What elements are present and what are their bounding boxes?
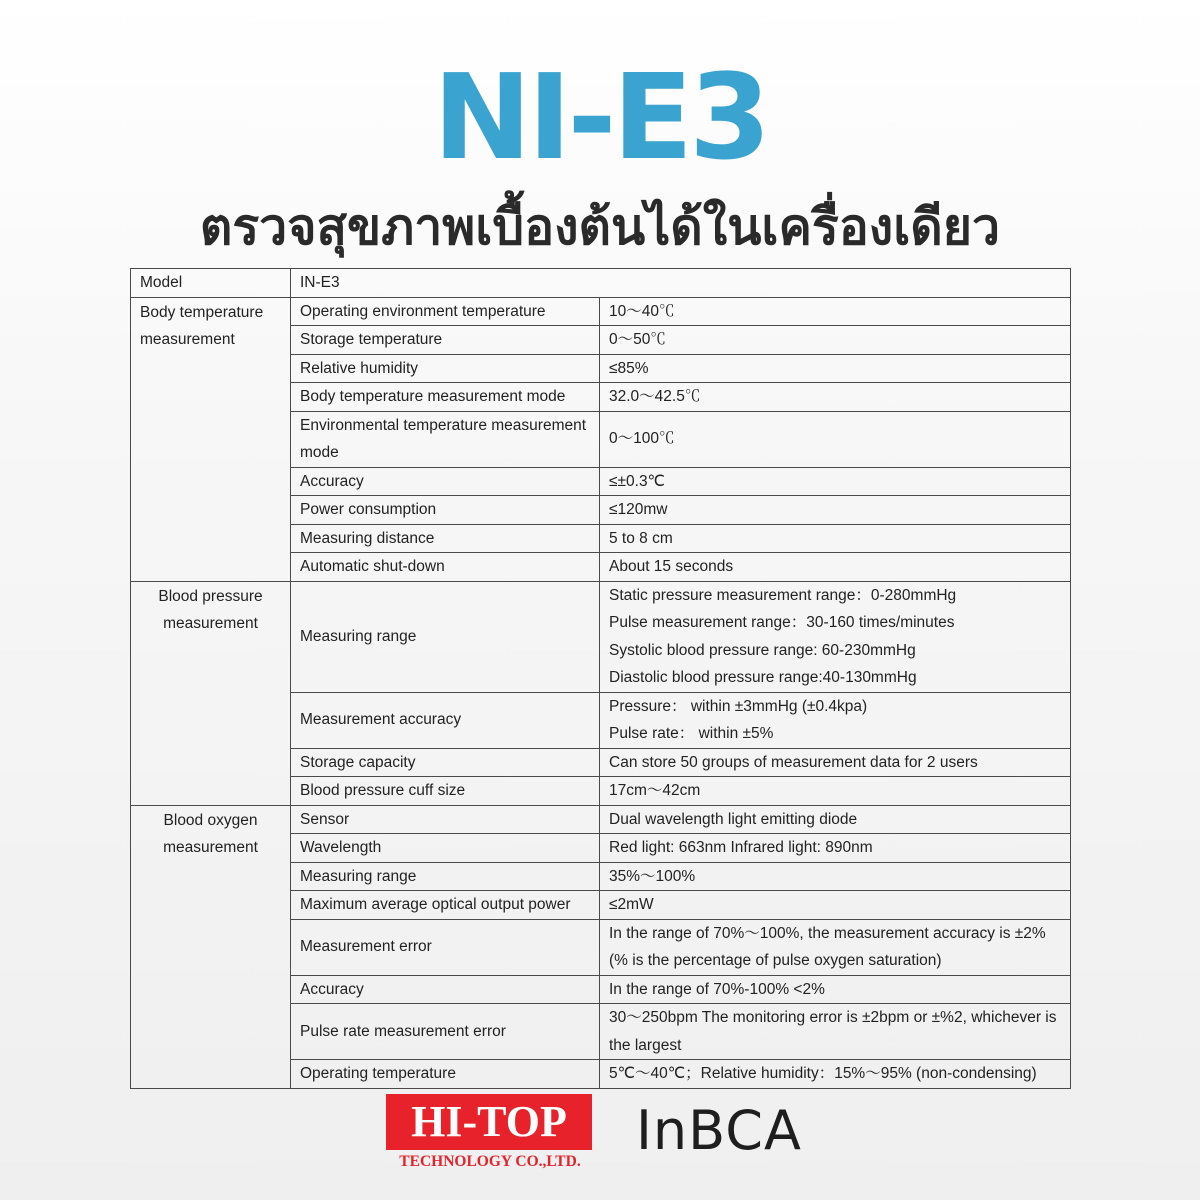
value-cell — [600, 354, 1071, 383]
value-line: ≤85% — [609, 359, 649, 377]
value-cell — [600, 1060, 1071, 1089]
param-cell — [291, 326, 600, 355]
param-cell — [291, 553, 600, 582]
value-cell — [600, 524, 1071, 553]
param-line: Body temperature measurement mode — [300, 388, 566, 405]
param-line: Power consumption — [300, 501, 437, 518]
param-line: Operating temperature — [300, 1065, 456, 1082]
value-line: 17cm～42cm — [609, 782, 701, 799]
value-line: ≤±0.3℃ — [609, 472, 665, 490]
value-line: Red light: 663nm Infrared light: 890nm — [609, 839, 873, 856]
param-cell — [291, 411, 600, 467]
value-line: About 15 seconds — [609, 558, 734, 575]
table-row-model — [131, 269, 1071, 298]
param-line: Blood pressure cuff size — [300, 782, 466, 799]
value-cell — [600, 692, 1071, 748]
param-line: Wavelength — [300, 839, 382, 856]
param-cell — [291, 891, 600, 920]
hitop-logo-subtext: TECHNOLOGY CO.,LTD. — [399, 1153, 581, 1170]
category-line: Body temperature — [140, 303, 264, 321]
hitop-logo-mark: HI-TOP — [386, 1094, 592, 1150]
value-line: (% is the percentage of pulse oxygen saturation) — [609, 952, 942, 969]
param-cell — [291, 383, 600, 412]
value-line: In the range of 70%-100% <2% — [609, 980, 825, 998]
value-cell — [600, 834, 1071, 863]
param-cell — [291, 467, 600, 496]
value-cell — [600, 1004, 1071, 1060]
param-cell — [291, 354, 600, 383]
param-line: Sensor — [300, 810, 350, 828]
param-line: Accuracy — [300, 980, 364, 998]
value-cell — [600, 748, 1071, 777]
param-line: Storage capacity — [300, 753, 416, 771]
value-line: Dual wavelength light emitting diode — [609, 810, 858, 828]
param-line: Accuracy — [300, 472, 364, 490]
value-line: Can store 50 groups of measurement data for 2 users — [609, 753, 978, 771]
category-line: Blood pressure — [158, 587, 263, 605]
param-line: Storage temperature — [300, 331, 443, 348]
value-line: 35%～100% — [609, 867, 696, 885]
value-line: 0～50℃ — [609, 331, 666, 348]
param-line: Measuring range — [300, 867, 417, 885]
model-label: Model — [131, 269, 291, 298]
value-line: the largest — [609, 1036, 682, 1054]
param-cell — [291, 919, 600, 975]
logo-footer — [0, 1094, 1200, 1174]
value-line: 5 to 8 cm — [609, 529, 673, 547]
model-value: IN-E3 — [291, 269, 1071, 298]
value-line: Pulse rate： within ±5% — [609, 725, 774, 742]
param-line: Measuring distance — [300, 529, 435, 547]
category-blood-pressure — [131, 581, 291, 805]
param-cell — [291, 1004, 600, 1060]
page-subtitle: ตรวจสุขภาพเบื้องต้นได้ในเครื่องเดียว — [199, 198, 1001, 256]
param-cell — [291, 834, 600, 863]
value-cell — [600, 777, 1071, 806]
table-row — [131, 297, 1071, 326]
param-line: Measurement accuracy — [300, 711, 462, 729]
value-line: 0～100℃ — [609, 430, 675, 448]
param-line: Measuring range — [300, 627, 417, 645]
value-line: ≤120mw — [609, 501, 668, 518]
spec-table — [130, 268, 1071, 1089]
category-body-temperature — [131, 297, 291, 581]
hitop-logo — [386, 1094, 594, 1172]
param-cell — [291, 581, 600, 692]
category-line: Blood oxygen — [163, 811, 258, 829]
param-line: Pulse rate measurement error — [300, 1022, 506, 1040]
value-line: Static pressure measurement range：0-280mmHg — [609, 586, 957, 604]
value-line: 10～40℃ — [609, 302, 675, 320]
param-cell — [291, 1060, 600, 1089]
param-cell — [291, 692, 600, 748]
param-cell — [291, 862, 600, 891]
value-cell — [600, 326, 1071, 355]
value-line: In the range of 70%～100%, the measurement accuracy is ±2% — [609, 924, 1046, 942]
value-cell — [600, 891, 1071, 920]
value-cell — [600, 919, 1071, 975]
param-line: Environmental temperature measurement — [300, 416, 587, 434]
param-line: Relative humidity — [300, 359, 419, 377]
value-line: 32.0～42.5℃ — [609, 388, 701, 405]
param-line: Maximum average optical output power — [300, 896, 571, 913]
table-row — [131, 581, 1071, 692]
param-line: Measurement error — [300, 938, 432, 956]
product-title: NI-E3 — [432, 48, 768, 186]
param-cell — [291, 496, 600, 525]
param-line: Operating environment temperature — [300, 302, 546, 320]
param-cell — [291, 297, 600, 326]
inbca-logo: InBCA — [636, 1099, 802, 1162]
value-cell — [600, 467, 1071, 496]
value-cell — [600, 411, 1071, 467]
value-cell — [600, 862, 1071, 891]
category-blood-oxygen — [131, 805, 291, 1088]
param-cell — [291, 777, 600, 806]
category-line: measurement — [140, 331, 235, 348]
value-line: 5℃～40℃；Relative humidity：15%～95% (non-condensing) — [609, 1065, 1037, 1082]
value-line: Pulse measurement range：30-160 times/minutes — [609, 614, 955, 631]
value-cell — [600, 975, 1071, 1004]
value-cell — [600, 383, 1071, 412]
param-cell — [291, 748, 600, 777]
category-line: measurement — [163, 615, 258, 632]
param-line: Automatic shut-down — [300, 558, 445, 575]
value-cell — [600, 496, 1071, 525]
value-line: Pressure： within ±3mmHg (±0.4kpa) — [609, 697, 868, 715]
value-line: Systolic blood pressure range: 60-230mmHg — [609, 641, 916, 659]
table-row — [131, 805, 1071, 834]
value-line: Diastolic blood pressure range:40-130mmHg — [609, 669, 917, 686]
param-cell — [291, 524, 600, 553]
value-cell — [600, 553, 1071, 582]
value-cell — [600, 297, 1071, 326]
value-line: ≤2mW — [609, 896, 654, 913]
param-cell — [291, 975, 600, 1004]
value-line: 30～250bpm The monitoring error is ±2bpm or ±%2, whichever is — [609, 1009, 1057, 1026]
category-line: measurement — [163, 839, 258, 856]
value-cell — [600, 805, 1071, 834]
param-line: mode — [300, 444, 339, 461]
value-cell — [600, 581, 1071, 692]
param-cell — [291, 805, 600, 834]
